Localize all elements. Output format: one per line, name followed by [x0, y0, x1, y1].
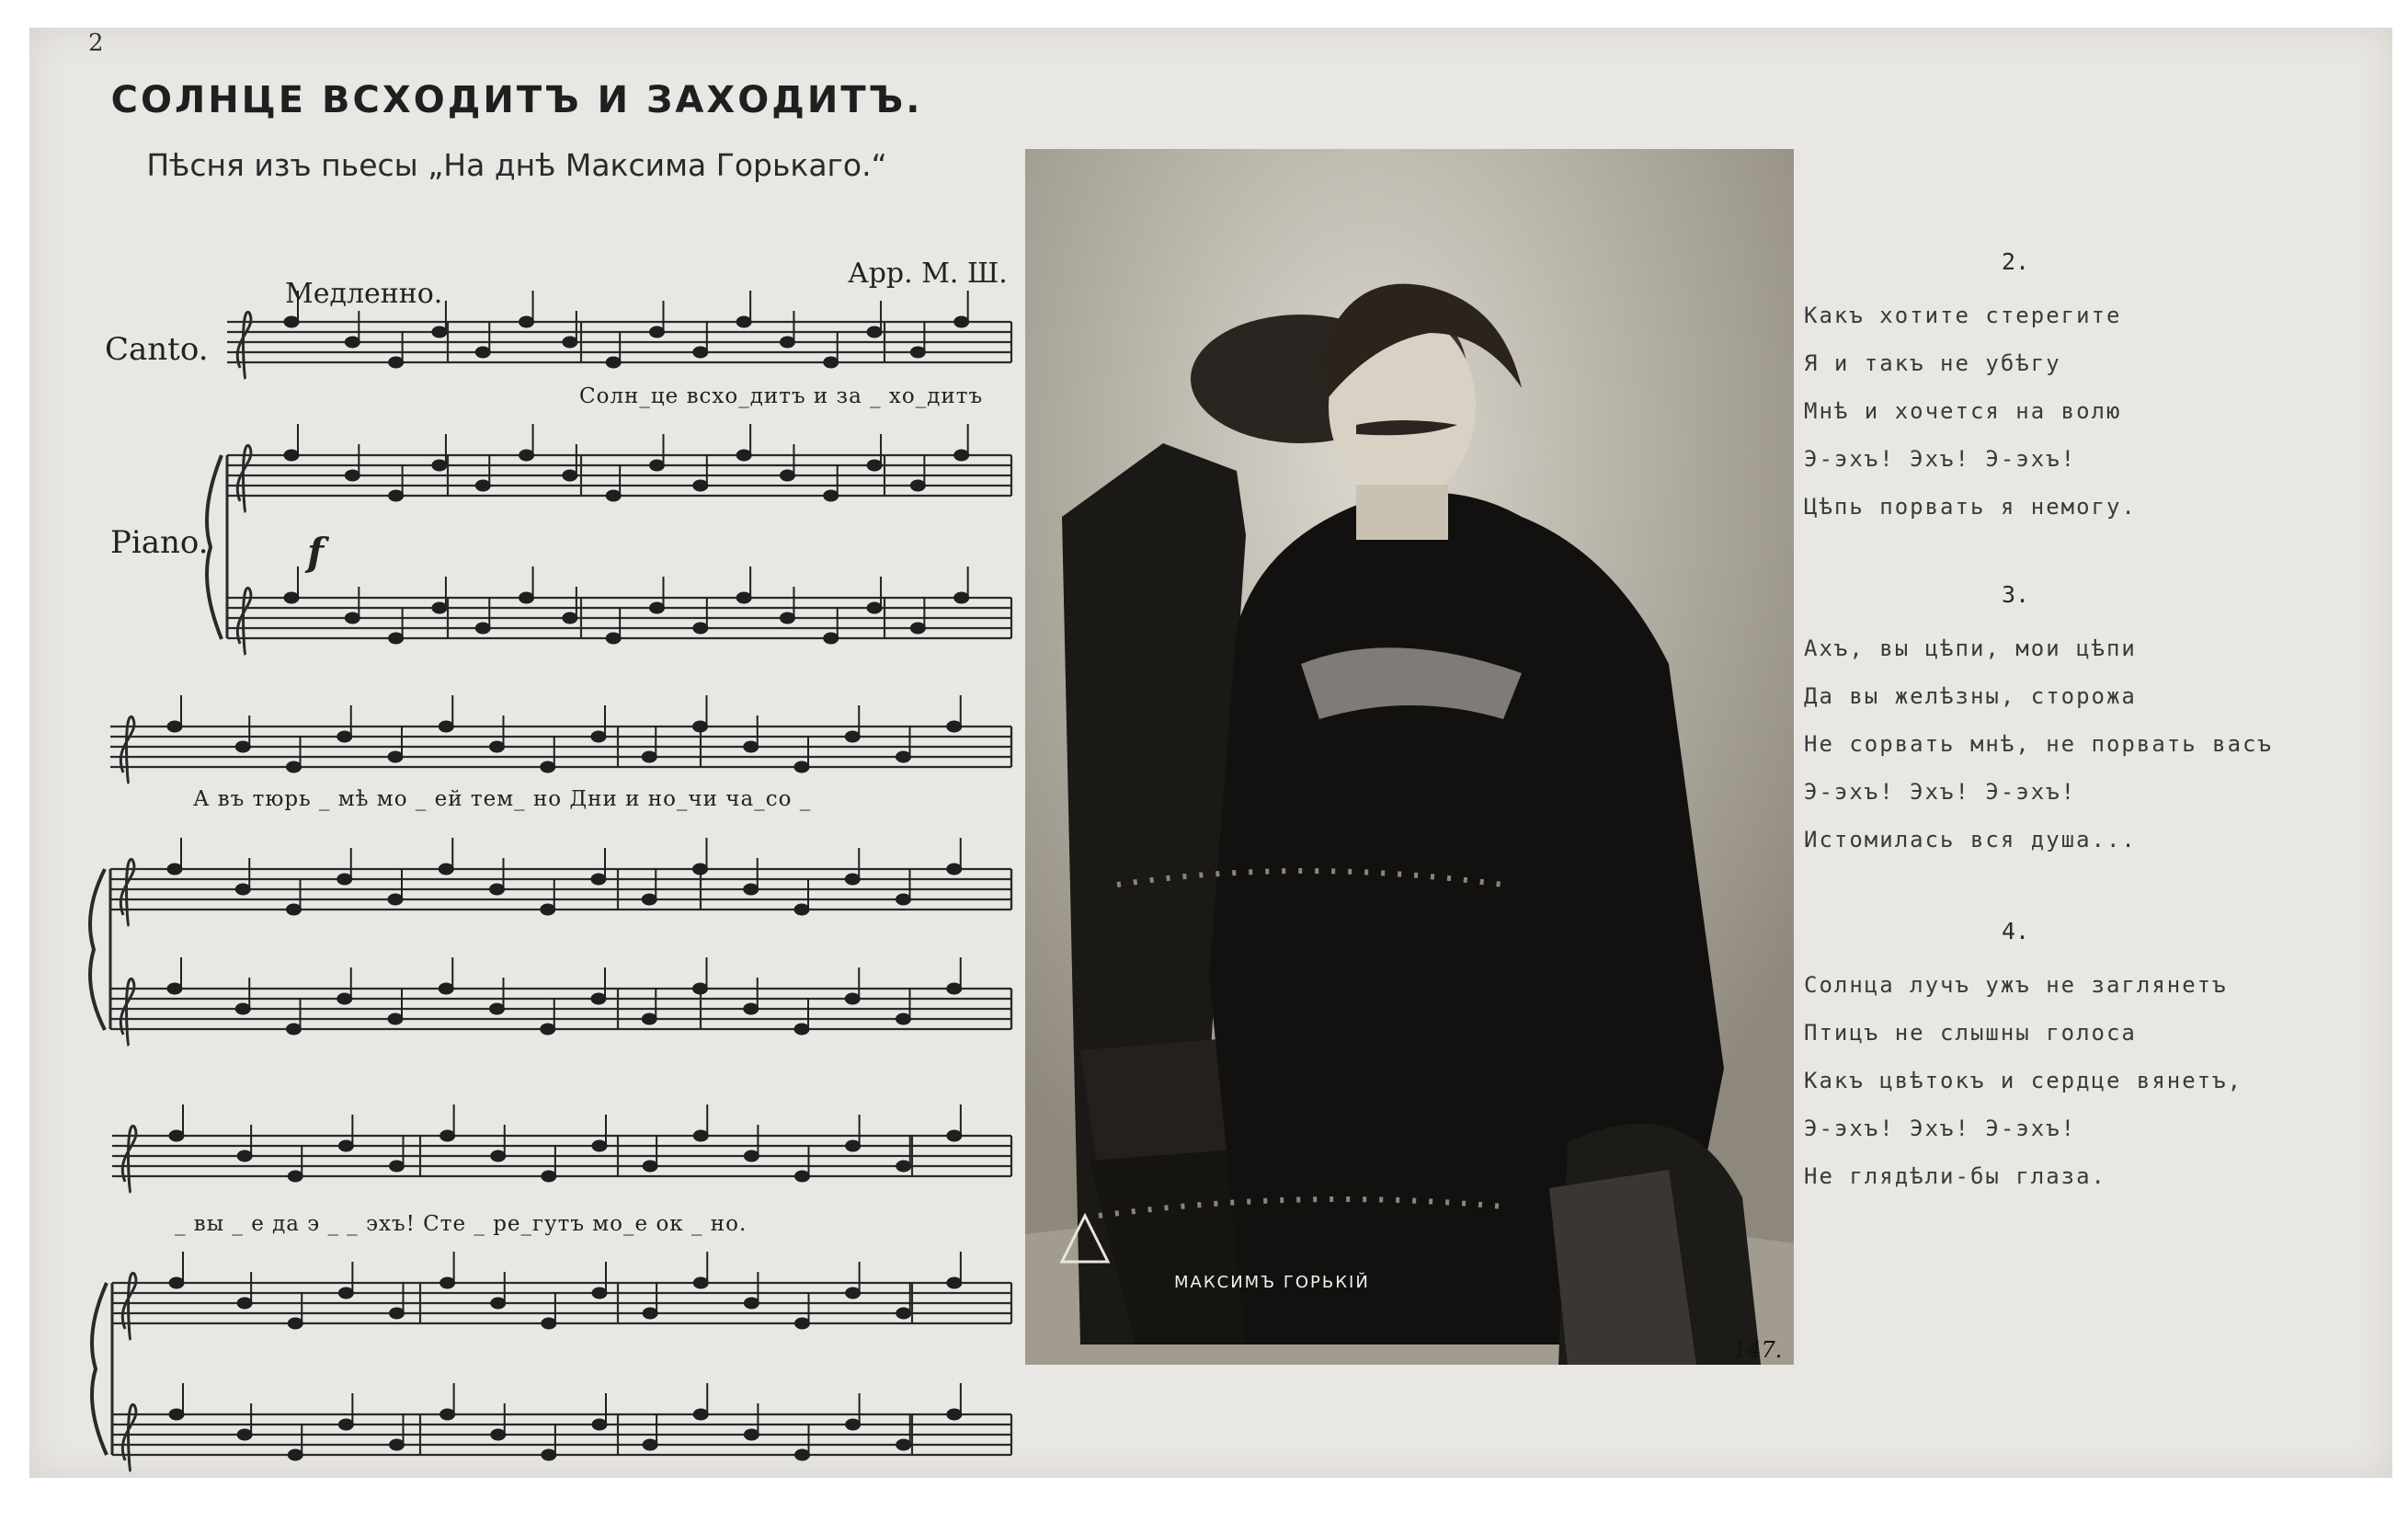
note-head — [237, 1298, 252, 1309]
note-head — [896, 1439, 911, 1450]
note-head — [824, 633, 839, 644]
note-head — [947, 1130, 962, 1141]
note-head — [867, 602, 882, 613]
note-head — [440, 1409, 455, 1420]
note-head — [288, 1449, 302, 1460]
note-head — [542, 1318, 556, 1329]
verse-line: Э-эхъ! Эхъ! Э-эхъ! — [1804, 1116, 2077, 1141]
note-head — [390, 1439, 405, 1450]
note-head — [845, 993, 860, 1004]
verse-line: Мнѣ и хочется на волю — [1804, 398, 2122, 424]
tempo-marking: Медленно. — [285, 278, 443, 310]
verse-line: Э-эхъ! Эхъ! Э-эхъ! — [1804, 446, 2077, 472]
verse-line: Да вы желѣзны, сторожа — [1804, 683, 2137, 709]
verse-line: Э-эхъ! Эхъ! Э-эхъ! — [1804, 779, 2077, 805]
note-head — [389, 490, 404, 501]
note-head — [845, 731, 860, 742]
photo-number: 147. — [1733, 1337, 1783, 1363]
note-head — [388, 894, 403, 905]
verse-4 — [1804, 918, 2356, 1200]
note-head — [744, 1298, 759, 1309]
voice-label: Canto. — [105, 331, 209, 368]
note-head — [896, 894, 911, 905]
note-head — [390, 1161, 405, 1172]
note-head — [169, 1277, 184, 1288]
note-head — [235, 884, 250, 895]
note-head — [284, 450, 299, 461]
note-head — [591, 874, 606, 885]
note-head — [541, 1024, 555, 1035]
note-head — [846, 1287, 861, 1299]
note-head — [824, 490, 839, 501]
piano-brace — [90, 869, 105, 1030]
note-head — [693, 1130, 708, 1141]
note-head — [345, 470, 359, 481]
note-head — [736, 450, 751, 461]
note-head — [947, 1277, 962, 1288]
note-head — [744, 1003, 759, 1014]
note-head — [563, 612, 577, 624]
note-head — [650, 326, 665, 338]
verse-number: 2. — [2001, 248, 2030, 275]
note-head — [780, 337, 794, 348]
note-head — [541, 761, 555, 772]
note-head — [867, 460, 882, 471]
note-head — [519, 592, 534, 603]
note-head — [954, 592, 969, 603]
note-head — [896, 751, 911, 762]
note-head — [896, 1013, 911, 1024]
note-head — [167, 983, 182, 994]
note-head — [794, 1024, 809, 1035]
note-head — [542, 1449, 556, 1460]
note-head — [440, 1130, 455, 1141]
note-head — [237, 1429, 252, 1440]
piano-brace — [207, 455, 222, 639]
note-head — [167, 864, 182, 875]
note-head — [337, 874, 352, 885]
note-head — [284, 592, 299, 603]
verse-line: Не глядѣли-бы глаза. — [1804, 1163, 2106, 1189]
note-head — [606, 357, 621, 368]
note-head — [475, 347, 490, 358]
note-head — [440, 1277, 455, 1288]
verse-line: Птицъ не слышны голоса — [1804, 1020, 2137, 1046]
note-head — [490, 884, 505, 895]
note-head — [780, 470, 794, 481]
note-head — [846, 1419, 861, 1430]
note-head — [693, 623, 708, 634]
note-head — [910, 480, 925, 491]
verse-line: Ахъ, вы цѣпи, мои цѣпи — [1804, 635, 2137, 661]
note-head — [388, 1013, 403, 1024]
note-head — [490, 741, 505, 752]
note-head — [491, 1150, 506, 1162]
note-head — [541, 904, 555, 915]
note-head — [693, 480, 708, 491]
note-head — [389, 357, 404, 368]
note-head — [744, 1429, 759, 1440]
note-head — [432, 326, 447, 338]
verse-line: Цѣпь порвать я немогу. — [1804, 494, 2137, 520]
note-head — [388, 751, 403, 762]
note-head — [643, 1439, 657, 1450]
note-head — [606, 490, 621, 501]
note-head — [390, 1308, 405, 1319]
lyric-line-2: А въ тюрь _ мѣ мо _ ей тем_ но Дни и но_чи ча_со _ — [193, 787, 812, 811]
note-head — [169, 1409, 184, 1420]
sheet-music — [29, 28, 1032, 1478]
note-head — [643, 1161, 657, 1172]
lyric-line-1: Солн_це всхо_дитъ и за _ хо_дитъ — [579, 384, 984, 408]
note-head — [736, 316, 751, 327]
note-head — [744, 884, 759, 895]
note-head — [744, 741, 759, 752]
note-head — [439, 864, 453, 875]
note-head — [491, 1429, 506, 1440]
note-head — [287, 904, 302, 915]
note-head — [519, 316, 534, 327]
note-head — [287, 761, 302, 772]
note-head — [693, 1277, 708, 1288]
note-head — [475, 480, 490, 491]
dynamic-marking: f — [307, 530, 325, 575]
note-head — [287, 1024, 302, 1035]
note-head — [780, 612, 794, 624]
verse-line: Какъ цвѣтокъ и сердце вянетъ, — [1804, 1068, 2243, 1093]
verse-2 — [1804, 248, 2356, 531]
note-head — [439, 983, 453, 994]
note-head — [795, 1171, 810, 1182]
note-head — [947, 864, 962, 875]
note-head — [824, 357, 839, 368]
note-head — [542, 1171, 556, 1182]
note-head — [947, 983, 962, 994]
note-head — [642, 1013, 656, 1024]
song-subtitle: Пѣсня изъ пьесы „На днѣ Максима Горькаго.“ — [146, 147, 887, 183]
note-head — [642, 751, 656, 762]
note-head — [345, 337, 359, 348]
note-head — [591, 993, 606, 1004]
note-head — [563, 470, 577, 481]
note-head — [338, 1140, 353, 1151]
note-head — [592, 1287, 607, 1299]
note-head — [650, 602, 665, 613]
note-head — [337, 993, 352, 1004]
note-head — [490, 1003, 505, 1014]
note-head — [954, 316, 969, 327]
photo-caption: МАКСИМЪ ГОРЬКIЙ — [1174, 1273, 1370, 1292]
note-head — [169, 1130, 184, 1141]
note-head — [795, 1449, 810, 1460]
note-head — [235, 741, 250, 752]
note-head — [693, 983, 708, 994]
piano-label: Piano. — [110, 524, 209, 561]
note-head — [736, 592, 751, 603]
note-head — [693, 347, 708, 358]
verse-line: Я и такъ не убѣгу — [1804, 350, 2061, 376]
note-head — [288, 1171, 302, 1182]
note-head — [519, 450, 534, 461]
song-title: СОЛНЦЕ ВСХОДИТЪ И ЗАХОДИТЪ. — [110, 79, 923, 121]
postcard — [29, 28, 2392, 1478]
note-head — [338, 1419, 353, 1430]
note-head — [389, 633, 404, 644]
verse-line: Не сорвать мнѣ, не порвать васъ — [1804, 731, 2273, 757]
note-head — [693, 864, 708, 875]
note-head — [650, 460, 665, 471]
note-head — [642, 894, 656, 905]
note-head — [693, 1409, 708, 1420]
arranger-credit: Арр. М. Ш. — [848, 257, 1008, 290]
note-head — [345, 612, 359, 624]
note-head — [167, 721, 182, 732]
verse-number: 3. — [2001, 581, 2030, 608]
note-head — [491, 1298, 506, 1309]
note-head — [235, 1003, 250, 1014]
verse-line: Истомилась вся душа... — [1804, 827, 2137, 853]
note-head — [867, 326, 882, 338]
note-head — [795, 1318, 810, 1329]
note-head — [288, 1318, 302, 1329]
lyric-line-3: _ вы _ е да э _ _ эхъ! Сте _ ре_гутъ мо_е ок _ но. — [175, 1212, 748, 1236]
note-head — [592, 1419, 607, 1430]
note-head — [643, 1308, 657, 1319]
note-head — [432, 460, 447, 471]
verse-line: Какъ хотите стерегите — [1804, 303, 2122, 328]
portrait-photo — [1025, 149, 1794, 1365]
note-head — [337, 731, 352, 742]
note-head — [432, 602, 447, 613]
note-head — [910, 623, 925, 634]
page-number: 2 — [88, 29, 104, 57]
note-head — [284, 316, 299, 327]
note-head — [439, 721, 453, 732]
verse-number: 4. — [2001, 918, 2030, 944]
piano-brace — [92, 1283, 107, 1455]
note-head — [591, 731, 606, 742]
note-head — [693, 721, 708, 732]
note-head — [896, 1161, 911, 1172]
note-head — [794, 904, 809, 915]
verse-3 — [1804, 581, 2356, 864]
note-head — [947, 721, 962, 732]
note-head — [910, 347, 925, 358]
note-head — [563, 337, 577, 348]
verse-line: Солнца лучъ ужъ не заглянетъ — [1804, 972, 2228, 998]
note-head — [606, 633, 621, 644]
note-head — [592, 1140, 607, 1151]
note-head — [794, 761, 809, 772]
note-head — [846, 1140, 861, 1151]
note-head — [845, 874, 860, 885]
note-head — [475, 623, 490, 634]
note-head — [896, 1308, 911, 1319]
note-head — [947, 1409, 962, 1420]
note-head — [338, 1287, 353, 1299]
note-head — [954, 450, 969, 461]
note-head — [744, 1150, 759, 1162]
note-head — [237, 1150, 252, 1162]
